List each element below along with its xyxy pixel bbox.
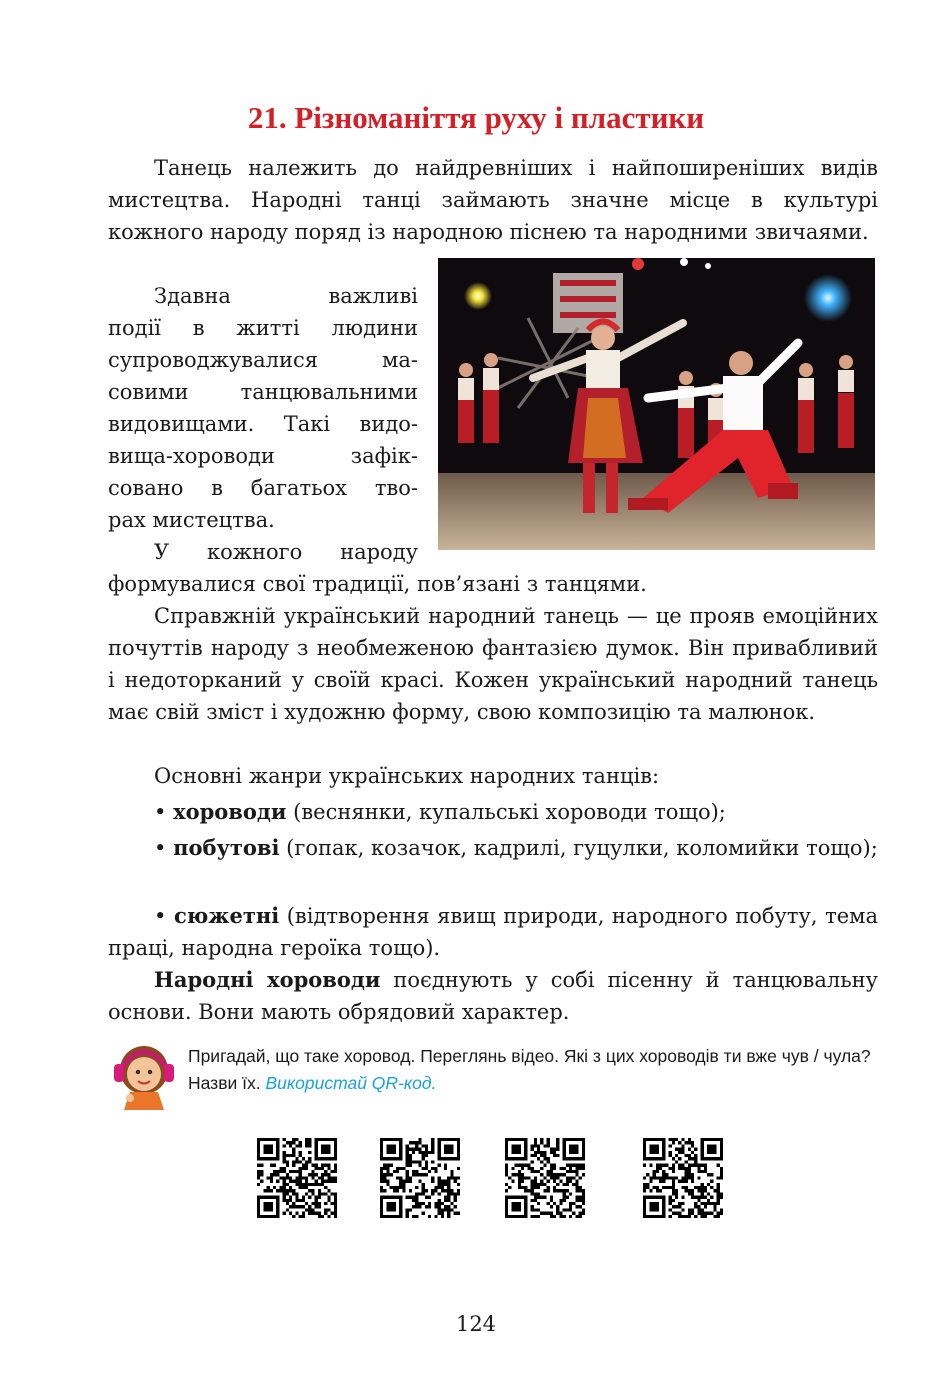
genre-term: побутові (173, 835, 280, 860)
khorovody-paragraph (108, 964, 878, 1028)
wrapped-line: вища-хороводи зафік- (108, 444, 418, 468)
bullet: • (154, 836, 167, 860)
khorovody-description: поєднують у собі пісенну й танцювальну основи. Вони мають обрядовий характер. (108, 968, 878, 1024)
note-text: Пригадай, що таке хоровод. Переглянь відео. Які з цих хороводів ти вже чув / чула? Назви їх. (188, 1046, 871, 1093)
wrapped-line: видовищами. Такі видо- (108, 412, 418, 436)
genres-intro: Основні жанри українських народних танців: (154, 764, 660, 788)
genre-description: (веснянки, купальські хороводи тощо); (286, 800, 726, 824)
wrapped-line: совими танцювальними (108, 380, 418, 404)
qr-code-2[interactable] (380, 1138, 460, 1218)
bullet: • (154, 800, 167, 824)
genre-item (108, 796, 878, 828)
wrapped-line: совано в багатьох тво- (108, 476, 418, 500)
genre-description: (відтворення явищ природи, народного побуту, тема праці, народна героїка тощо). (108, 904, 878, 960)
page-number: 124 (455, 1312, 497, 1336)
wrapped-line: події в житті людини (108, 316, 418, 340)
wrapped-line: Здавна важливі (154, 284, 418, 308)
genre-item (108, 900, 878, 964)
qr-hint-link[interactable]: Використай QR-код. (265, 1073, 437, 1093)
qr-code-4[interactable] (643, 1138, 723, 1218)
khorovody-term: Народні хороводи (154, 967, 381, 992)
wrapped-line: супроводжувалися ма- (108, 348, 418, 372)
folk-dance-photo (438, 258, 875, 550)
genre-term: хороводи (173, 799, 287, 824)
wrapped-paragraph (108, 280, 418, 568)
genre-item (108, 832, 878, 864)
authentic-dance-paragraph: Справжній український народний танець — це прояв емоційних почуттів народу з необмеженою фантазією думок. Він привабливий і недоторканий у своїй красі. Кожен український народний танець має свій зміст і художню форму, свою композицію та малюнок. (108, 604, 878, 724)
genre-term: сюжетні (173, 903, 280, 928)
intro-paragraph: Танець належить до найдревніших і найпоширеніших видів мистецтва. Народні танці займають значне місце в культурі кожного народу поряд із народною піснею та народними звичаями. (108, 156, 878, 244)
page-title: 21. Різноманіття руху і пластики (247, 100, 705, 135)
traditions-paragraph-tail: формувалися свої традиції, пов’язані з танцями. (108, 572, 647, 596)
bullet: • (154, 904, 167, 928)
qr-code-1[interactable] (257, 1138, 337, 1218)
qr-code-3[interactable] (505, 1138, 585, 1218)
wrapped-line: рах мистецтва. (108, 508, 275, 532)
genre-description: (гопак, козачок, кадрилі, гуцулки, коломийки тощо); (279, 836, 878, 860)
wrapped-line: У кожного народу (154, 540, 418, 564)
dance-scene-illustration (438, 258, 875, 550)
girl-headphones-icon (106, 1036, 182, 1112)
qr-task-note (188, 1043, 888, 1097)
